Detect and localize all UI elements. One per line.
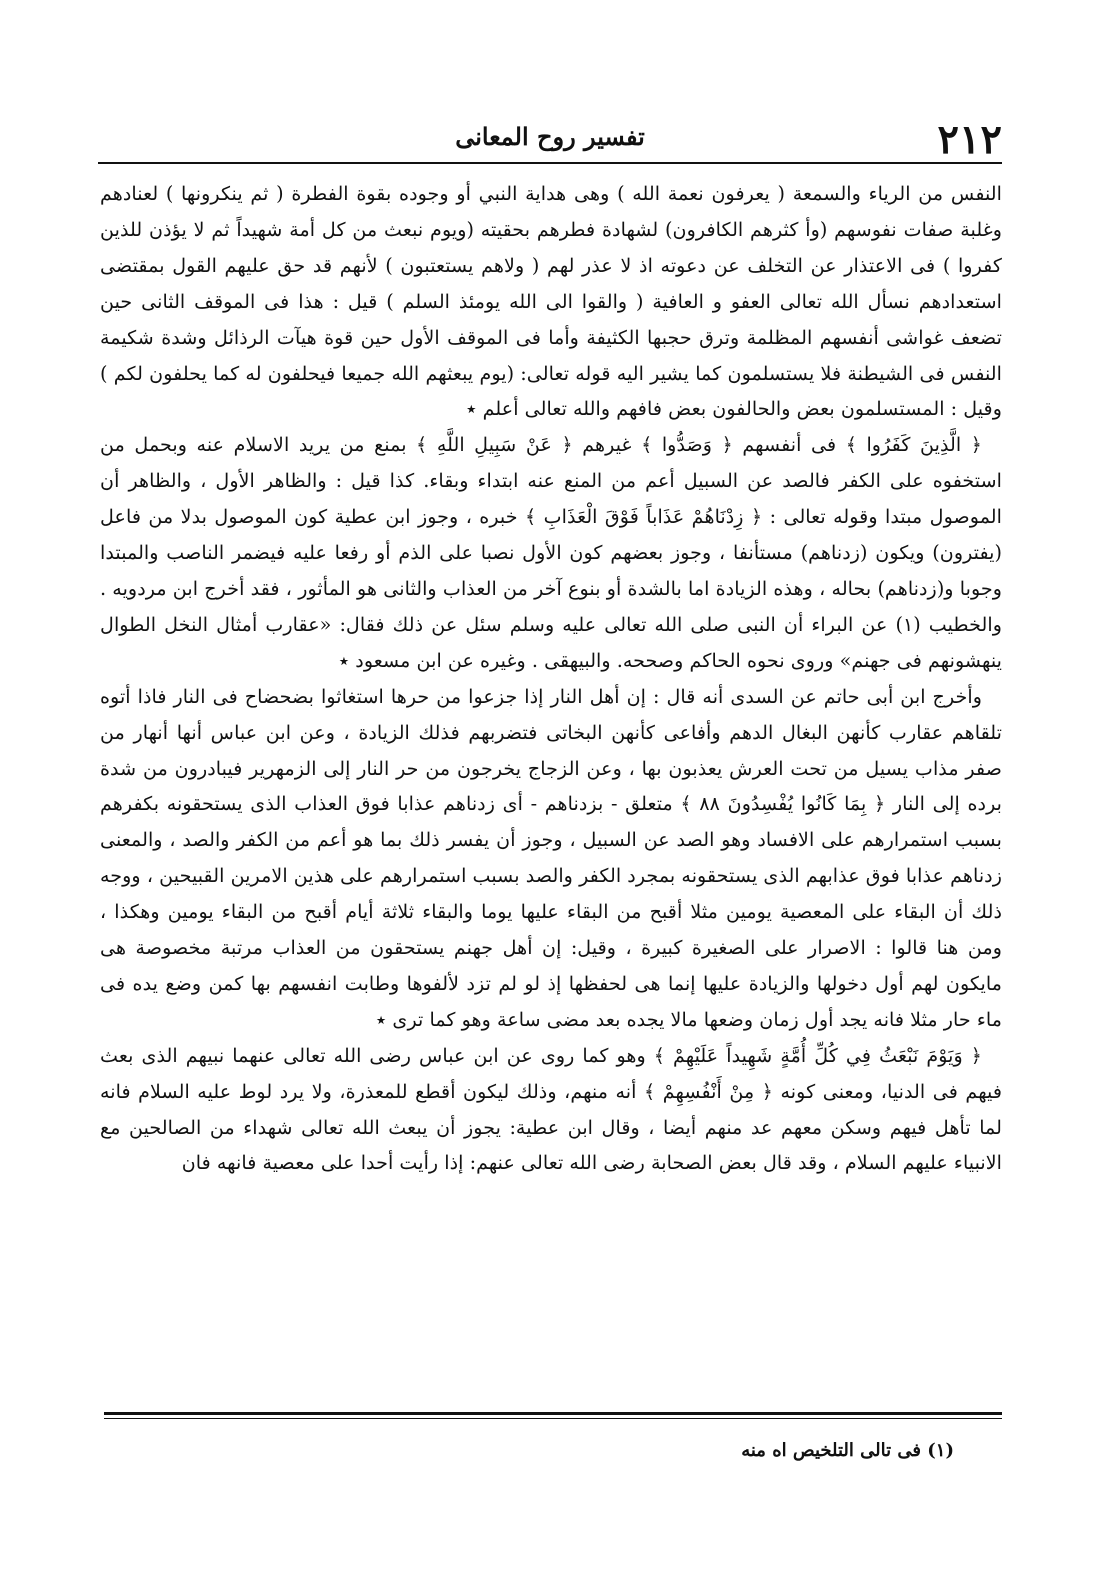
paragraph: وأخرج ابن أبى حاتم عن السدى أنه قال : إن أهل النار إذا جزعوا من حرها استغاثوا بضحضاح فى النار فاذا أتوه تلقاهم عقارب كأنهن البغال الدهم وأفاعى كأنهن البخاتى فتضربهم فذلك الزيادة ، وعن ابن عباس أنها أنهار من صفر مذاب يسيل من تحت العرش يعذبون بها ، وعن الزجاج يخرجون من حر النار إلى الزمهرير فيبادرون من شدة برده إلى النار ﴿ بِمَا كَانُوا يُفْسِدُونَ ٨٨ ﴾ متعلق - بزدناهم - أى زدناهم عذابا فوق العذاب الذى يستحقونه بكفرهم بسبب استمرارهم على الافساد وهو الصد عن السبيل ، وجوز أن يفسر ذلك بما هو أعم من الكفر والصد ، والمعنى زدناهم عذابا فوق عذابهم الذى يستحقونه بمجرد الكفر والصد بسبب استمرارهم على هذين الامرين القبيحين ، ووجه ذلك أن البقاء على المعصية يومين مثلا أقبح من البقاء عليها يوما والبقاء ثلاثة أيام أقبح من البقاء يومين وهكذا ، ومن هنا قالوا : الاصرار على الصغيرة كبيرة ، وقيل: إن أهل جهنم يستحقون من العذاب مرتبة مخصوصة هى مايكون لهم أول دخولها والزيادة عليها إنما هى لحفظها إذ لو لم تزد لألفوها وطابت انفسهم بها كمن وضع يده فى ماء حار مثلا فانه يجد أول زمان وضعها مالا يجده بعد مضى ساعة وهو كما ترى ٭ bbox=[100, 684, 1002, 1031]
paragraph: ﴿ وَيَوْمَ نَبْعَثُ فِي كُلِّ أُمَّةٍ شَهِيداً عَلَيْهِمْ ﴾ وهو كما روى عن ابن عباس رضى الله تعالى عنهما نبيهم الذى بعث فيهم فى الدنيا، ومعنى كونه ﴿ مِنْ أَنْفُسِهِمْ ﴾ أنه منهم، وذلك ليكون أقطع للمعذرة، ولا يرد لوط عليه السلام فانه لما تأهل فيهم وسكن معهم عد منهم أيضا ، وقال ابن عطية: يجوز أن يبعث الله تعالى شهداء من الصالحين مع الانبياء عليهم السلام ، وقد قال بعض الصحابة رضى الله تعالى عنهم: إذا رأيت أحدا على معصية فانهه فان bbox=[100, 1043, 1002, 1175]
footnote: (١) فى تالى التلخيص اه منه bbox=[741, 1440, 954, 1461]
body-text bbox=[100, 176, 1002, 1181]
page-header bbox=[98, 116, 1002, 163]
paragraph: ﴿ الَّذِينَ كَفَرُوا ﴾ فى أنفسهم ﴿ وَصَدُّوا ﴾ غيرهم ﴿ عَنْ سَبِيلِ اللَّهِ ﴾ بمنع من يريد الاسلام عنه وبحمل من استخفوه على الكفر فالصد عن السبيل أعم من المنع عنه ابتداء وبقاء. كذا قيل : والظاهر الأول ، والظاهر أن الموصول مبتدا وقوله تعالى : ﴿ زِدْنَاهُمْ عَذَاباً فَوْقَ الْعَذَابِ ﴾ خبره ، وجوز ابن عطية كون الموصول بدلا من فاعل (يفترون) ويكون (زدناهم) مستأنفا ، وجوز بعضهم كون الأول نصبا على الذم أو رفعا عليه فيضمر الناصب والمبتدا وجوبا و(زدناهم) بحاله ، وهذه الزيادة اما بالشدة أو بنوع آخر من العذاب والثانى هو المأثور ، فقد أخرج ابن مردويه . والخطيب (١) عن البراء أن النبى صلى الله تعالى عليه وسلم سئل عن ذلك فقال: «عقارب أمثال النخل الطوال ينهشونهم فى جهنم» وروى نحوه الحاكم وصححه. والبيهقى . وغيره عن ابن مسعود ٭ bbox=[100, 433, 1002, 672]
book-title: تفسير روح المعانى bbox=[455, 122, 645, 151]
page-number: ٢١٢ bbox=[937, 116, 1002, 163]
footnote-rule bbox=[104, 1412, 1002, 1419]
paragraph: النفس من الرياء والسمعة ( يعرفون نعمة الله ) وهى هداية النبي أو وجوده بقوة الفطرة ( ثم ينكرونها ) لعنادهم وغلبة صفات نفوسهم (وأ كثرهم الكافرون) لشهادة فطرهم بحقيته (ويوم نبعث من كل أمة شهيداً ثم لا يؤذن للذين كفروا ) فى الاعتذار عن التخلف عن دعوته اذ لا عذر لهم ( ولاهم يستعتبون ) لأنهم قد حق عليهم القول بمقتضى استعدادهم نسأل الله تعالى العفو و العافية ( والقوا الى الله يومئذ السلم ) قيل : هذا فى الموقف الثانى حين تضعف غواشى أنفسهم المظلمة وترق حجبها الكثيفة وأما فى الموقف الأول حين قوة هيآت الرذائل وشدة شكيمة النفس فى الشيطنة فلا يستسلمون كما يشير اليه قوله تعالى: (يوم يبعثهم الله جميعا فيحلفون له كما يحلفون لكم ) وقيل : المستسلمون بعض والحالفون بعض فافهم والله تعالى أعلم ٭ bbox=[100, 182, 1002, 421]
header-rule bbox=[98, 162, 1002, 164]
